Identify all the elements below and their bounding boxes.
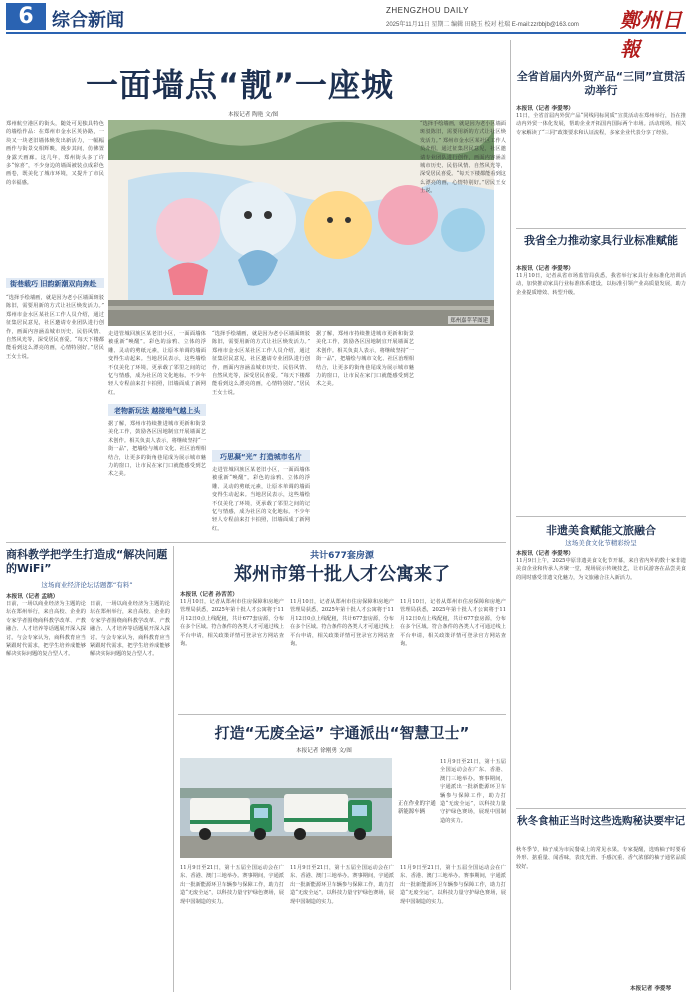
bottom-text-a: 11月9日至21日，第十五届全国运动会在广东、香港、澳门三地举办。赛事期间，宇通派出一批新能源环卫车辆参与保障工作，助力打造“无废全运”，以科技力量守护绿色赛场，展现中国制造的实力。 [180, 865, 284, 905]
bottom-photo-caption: 正在作业的宇通新能源车辆 [398, 801, 436, 815]
mid-left-headline: 商科教学把学生打造成“解决问题的WiFi” [6, 548, 168, 575]
mid-center-kicker: 共计677套房源 [310, 551, 374, 561]
mid-center-text-c: 11月10日，记者从郑州市住房保障和房地产管理局获悉，2025年第十批人才公寓将于11月12日0点上线配租，共计677套房源，分布在多个区域。符合条件的各类人才可通过线上平台申请，相关政策详情可登录官方网站查询。 [400, 599, 506, 648]
divider-mid [6, 542, 506, 543]
mid-left-subtitle: 这场商业经济论坛话题都“有料” [41, 581, 133, 589]
right-mid-byline: 本报讯（记者 李爱琴） [516, 266, 574, 272]
lead-col-text-2a: 走进管城回族区某老旧小区，一面面墙体被重新“唤醒”。彩色的涂鸦、立体的浮雕、灵动的剪纸元素，让原本单调的墙面变得生动起来。当地居民表示，这些墙绘不仅美化了环境，更承载了邻里之间的记忆与情感，成为社区的文化地标。不少年轻人专程前来打卡拍照，旧墙面成了新网红。 [108, 331, 206, 396]
bottom-headline: 打造“无废全运” 宇通派出“智慧卫士” [214, 724, 470, 742]
right-top-byline: 本报讯（记者 李爱琴） [516, 106, 574, 112]
date-line: 2025年11月11日 星期二 编辑 田晓玉 校对 杜瑞 E-mail:zzrbbjb@163.com [386, 22, 579, 28]
sanitation-truck-image [180, 758, 392, 858]
mid-center-text-a: 11月10日，记者从郑州市住房保障和房地产管理局获悉，2025年第十批人才公寓将于11月12日0点上线配租，共计677套房源，分布在多个区域。符合条件的各类人才可通过线上平台申请，相关政策详情可登录官方网站查询。 [180, 599, 284, 648]
column-divider [510, 40, 511, 990]
lead-col-text-5: “选择手绘墙画，就是因为老小区墙面斑驳陈旧，需要用新的方式让社区焕发活力。” 郑州市金水区某社区工作人员介绍，通过征集居民意见，社区邀请专业团队进行创作，画面内容涵盖城市历史、民俗风情、自然风光等，深受居民喜爱。“每天下楼都能看到这么漂亮的画，心情特别好。”居民王女士说。 [420, 121, 506, 195]
lead-photo-caption: 郑州嘉苹苹图建 [450, 318, 488, 324]
right-bottom-byline: 本报记者 李爱琴 [630, 986, 672, 992]
right-lower-byline: 本报讯（记者 李爱琴） [516, 551, 574, 557]
divider-right-1 [516, 228, 686, 229]
right-mid-text: 11月10日，记者从省市场监管局获悉，我省举行家具行业标准化培训活动，加快推动家具行业标准体系建设，以标准引领产业高质量发展，助力企业提质增效、转型升级。 [516, 273, 686, 296]
right-lower-headline: 非遗美食赋能文旅融合 [546, 524, 656, 537]
right-top-text: 11日，全省首届内外贸产品“同线同标同质”宣贯活动在郑州举行，旨在推动内外贸一体化发展，帮助企业开拓国内国际两个市场。活动现场，相关专家解读了“三同”政策要求和认证流程，多家企业代表分享了经验。 [516, 113, 686, 136]
lead-section-1: 街巷载巧 旧韵新潮双向奔赴 [10, 280, 97, 288]
divider-right-2 [516, 516, 686, 517]
header-rule [6, 32, 686, 34]
mid-center-headline: 郑州市第十批人才公寓来了 [234, 564, 450, 585]
lead-byline: 本报记者 陶艳 文/图 [228, 112, 279, 118]
paper-name-en: ZHENGZHOU DAILY [386, 6, 469, 15]
right-top-headline: 全省首届内外贸产品“三同”宣贯活动举行 [516, 70, 686, 97]
divider-bottom [178, 714, 506, 715]
lead-col-text-2b: 据了解，郑州市持续推进城市更新和街景美化工作，鼓励各区因地制宜开展墙面艺术创作。相关负责人表示，将继续坚持“一街一品”，把墙绘与城市文化、社区治理相结合，让更多的街角巷尾成为展示城市魅力的窗口，让市民在家门口就能感受到艺术之美。 [108, 421, 206, 478]
mid-left-text-b: 日前，一场以商业经济为主题的论坛在郑州举行，来自高校、企业的专家学者围绕商科教学改革、产教融合、人才培养等话题展开深入探讨。与会专家认为，商科教育应当紧跟时代需求，把学生培养成能够解决实际问题的复合型人才。 [90, 601, 170, 658]
lead-col-text-1: “选择手绘墙画，就是因为老小区墙面斑驳陈旧，需要用新的方式让社区焕发活力。” 郑州市金水区某社区工作人员介绍，通过征集居民意见，社区邀请专业团队进行创作，画面内容涵盖城市历史、民俗风情、自然风光等，深受居民喜爱。“每天下楼都能看到这么漂亮的画，心情特别好。”居民王女士说。 [6, 295, 104, 360]
divider-right-3 [516, 808, 686, 809]
lead-headline: 一面墙点“靓”一座城 [85, 66, 395, 104]
mid-center-text-b: 11月10日，记者从郑州市住房保障和房地产管理局获悉，2025年第十批人才公寓将于11月12日0点上线配租，共计677套房源，分布在多个区域。符合条件的各类人才可通过线上平台申请，相关政策详情可登录官方网站查询。 [290, 599, 394, 648]
right-mid-headline: 我省全力推动家具行业标准赋能 [524, 234, 678, 247]
right-lower-subtitle: 这场美食文化节精彩纷呈 [565, 539, 637, 547]
section-title: 综合新闻 [52, 10, 124, 31]
bottom-text-c: 11月9日至21日，第十五届全国运动会在广东、香港、澳门三地举办。赛事期间，宇通派出一批新能源环卫车辆参与保障工作，助力打造“无废全运”，以科技力量守护绿色赛场，展现中国制造的实力。 [400, 865, 506, 905]
bottom-text-b: 11月9日至21日，第十五届全国运动会在广东、香港、澳门三地举办。赛事期间，宇通派出一批新能源环卫车辆参与保障工作，助力打造“无废全运”，以科技力量守护绿色赛场，展现中国制造的实力。 [290, 865, 394, 905]
bottom-photo [180, 758, 392, 858]
lead-intro-text: 郑州航空港区的街头，随处可见独具特色的墙绘作品：在郑州市金水区英协路，一块又一块老旧墙体焕发出新活力，一幅幅画作与街景交相辉映，漫步其间，仿佛置身露天画廊。这几年，郑州街头多了许多“惊喜”，不少身边的墙面被装点成彩色画卷，既美化了城市环境，又提升了市民的幸福感。 [6, 121, 104, 186]
page-number: 6 [6, 3, 46, 30]
lead-col-text-3a: “选择手绘墙画，就是因为老小区墙面斑驳陈旧，需要用新的方式让社区焕发活力。” 郑州市金水区某社区工作人员介绍，通过征集居民意见，社区邀请专业团队进行创作，画面内容涵盖城市历史、民俗风情、自然风光等，深受居民喜爱。“每天下楼都能看到这么漂亮的画，心情特别好。”居民王女士说。 [212, 331, 310, 396]
bottom-byline: 本报记者 徐刚勇 文/图 [296, 748, 352, 754]
mid-left-byline: 本报讯（记者 孟晓） [6, 594, 59, 600]
right-bottom-text: 秋冬季节，柚子成为市民餐桌上的常见水果。专家提醒，选购柚子时要看外形、掂重量、闻香味，表皮光滑、手感沉重、香气浓郁的柚子通常品质较好。 [516, 847, 686, 870]
right-bottom-headline: 秋冬食柚正当时这些选购秘诀要牢记 [517, 815, 685, 827]
lead-col-text-4: 据了解，郑州市持续推进城市更新和街景美化工作，鼓励各区因地制宜开展墙面艺术创作。相关负责人表示，将继续坚持“一街一品”，把墙绘与城市文化、社区治理相结合，让更多的街角巷尾成为展示城市魅力的窗口，让市民在家门口就能感受到艺术之美。 [316, 331, 414, 388]
mid-left-text-a: 日前，一场以商业经济为主题的论坛在郑州举行，来自高校、企业的专家学者围绕商科教学改革、产教融合、人才培养等话题展开深入探讨。与会专家认为，商科教育应当紧跟时代需求，把学生培养成能够解决实际问题的复合型人才。 [6, 601, 86, 658]
right-lower-text: 11月9日上午，2025中原非遗美食文化节开幕，来自省内外的数十家非遗美食企业和传承人齐聚一堂，现场展示传统技艺，让市民游客在品尝美食的同时感受非遗文化魅力，为文旅融合注入新活力。 [516, 558, 686, 581]
lead-col-text-3b: 走进管城回族区某老旧小区，一面面墙体被重新“唤醒”。彩色的涂鸦、立体的浮雕、灵动的剪纸元素，让原本单调的墙面变得生动起来。当地居民表示，这些墙绘不仅美化了环境，更承载了邻里之间的记忆与情感，成为社区的文化地标。不少年轻人专程前来打卡拍照，旧墙面成了新网红。 [212, 467, 310, 532]
lead-section-3: 巧思凝“光” 打造城市名片 [220, 453, 302, 461]
paper-logo: 鄭州日報 [620, 8, 683, 61]
divider-mid-vertical [173, 546, 174, 992]
mid-center-byline: 本报讯（记者 孙苦苦） [180, 592, 238, 598]
lead-section-2: 老物新玩法 越接地气越上头 [114, 407, 201, 415]
bottom-text-side: 11月9日至21日，第十五届全国运动会在广东、香港、澳门三地举办。赛事期间，宇通派出一批新能源环卫车辆参与保障工作，助力打造“无废全运”，以科技力量守护绿色赛场，展现中国制造的实力。 [440, 759, 506, 824]
